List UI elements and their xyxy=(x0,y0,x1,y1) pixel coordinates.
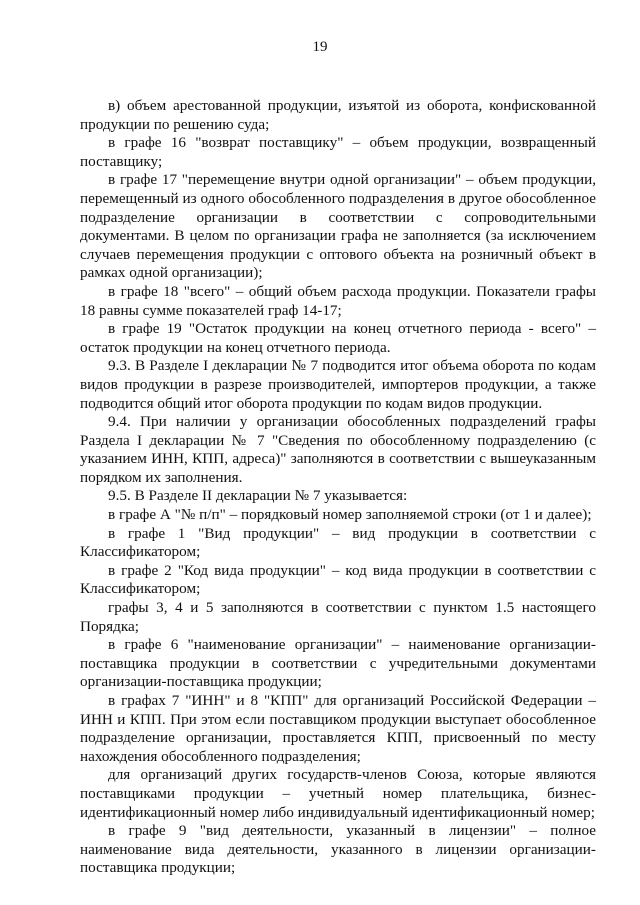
paragraph-9: в графе А "№ п/п" – порядковый номер заполняемой строки (от 1 и далее); xyxy=(108,506,592,524)
paragraph-8: 9.5. В Разделе II декларации № 7 указывается: xyxy=(108,487,408,505)
document-body xyxy=(80,97,596,878)
paragraph-10: в графе 1 "Вид продукции" – вид продукции в соответствии с Классификатором; xyxy=(80,524,596,561)
paragraph-11: в графе 2 "Код вида продукции" – код вида продукции в соответствии с Классификатором; xyxy=(80,561,596,598)
paragraph-3: в графе 17 "перемещение внутри одной организации" – объем продукции, перемещенный из одного обособленного подразделения в другое обособленное подразделение организации в соответствии с сопроводительными документами. В целом по организации графа не заполняется (за исключением случаев перемещения продукции с оптового объекта на розничный объект в рамках одной организации); xyxy=(80,171,596,282)
paragraph-5: в графе 19 "Остаток продукции на конец отчетного периода - всего" – остаток продукции на конец отчетного периода. xyxy=(80,320,596,356)
paragraph-7: 9.4. При наличии у организации обособленных подразделений графы Раздела I декларации № 7 "Сведения по обособленному подразделению (с указанием ИНН, КПП, адреса)" заполняются в соответствии с вышеуказанным порядком их заполнения. xyxy=(80,413,596,486)
paragraph-1: в) объем арестованной продукции, изъятой из оборота, конфискованной продукции по решению суда; xyxy=(80,97,596,133)
paragraph-13: в графе 6 "наименование организации" – наименование организации-поставщика продукции в соответствии с учредительными документами организации-поставщика продукции; xyxy=(80,636,596,691)
paragraph-6: 9.3. В Разделе I декларации № 7 подводится итог объема оборота по кодам видов продукции в разрезе производителей, импортеров продукции, а также подводится общий итог оборота продукции по кодам видов продукции. xyxy=(80,357,596,412)
paragraph-4: в графе 18 "всего" – общий объем расхода продукции. Показатели графы 18 равны сумме показателей граф 14-17; xyxy=(80,282,596,319)
paragraph-15: для организаций других государств-членов Союза, которые являются поставщиками продукции – учетный номер плательщика, бизнес-идентификационный номер либо индивидуальный идентификационный номер; xyxy=(80,766,596,821)
paragraph-2: в графе 16 "возврат поставщику" – объем продукции, возвращенный поставщику; xyxy=(80,134,596,170)
paragraph-16: в графе 9 "вид деятельности, указанный в лицензии" – полное наименование вида деятельности, указанного в лицензии организации-поставщика продукции; xyxy=(80,822,596,877)
page-number: 19 xyxy=(312,39,328,55)
paragraph-12: графы 3, 4 и 5 заполняются в соответствии с пунктом 1.5 настоящего Порядка; xyxy=(80,599,596,635)
paragraph-14: в графах 7 "ИНН" и 8 "КПП" для организаций Российской Федерации – ИНН и КПП. При этом если поставщиком продукции выступает обособленное подразделение организации, проставляется КПП, присвоенный по месту нахождения обособленного подразделения; xyxy=(80,692,596,765)
